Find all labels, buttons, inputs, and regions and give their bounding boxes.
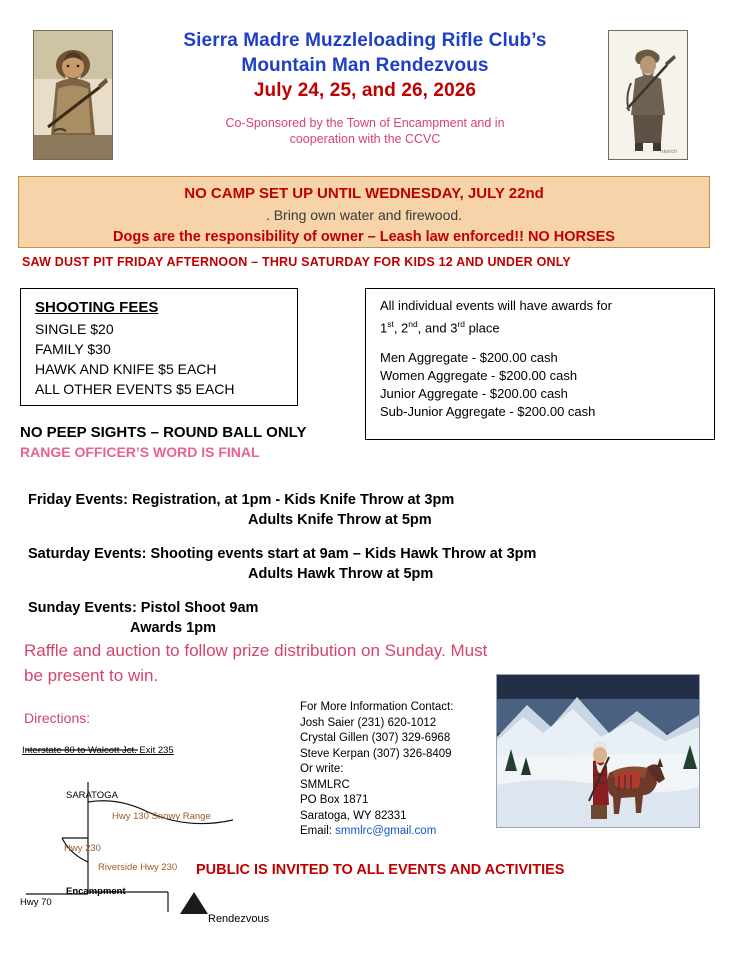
title-line-1: Sierra Madre Muzzleloading Rifle Club’s	[183, 30, 547, 51]
sunday-events-line-2: Awards 1pm	[130, 620, 216, 636]
awards-ordinal-2: , 2	[393, 320, 409, 336]
fee-item-other-events: ALL OTHER EVENTS $5 EACH	[35, 381, 235, 397]
map-label-rendezvous: Rendezvous	[208, 913, 270, 925]
awards-box	[365, 288, 715, 440]
raffle-note: Raffle and auction to follow prize distribution on Sunday. Must be present to win.	[24, 641, 488, 685]
subtitle-line-2: cooperation with the CCVC	[289, 132, 441, 146]
fee-item-hawk-knife: HAWK AND KNIFE $5 EACH	[35, 361, 217, 377]
directions-map-art	[18, 742, 308, 942]
contact-email-label: Email:	[300, 825, 336, 837]
poster-header	[0, 0, 730, 170]
map-label-hwy70: Hwy 70	[20, 897, 52, 908]
friday-events-line-2: Adults Knife Throw at 5pm	[248, 512, 432, 528]
shooting-fees-title: SHOOTING FEES	[35, 299, 159, 316]
mountain-man-sketch-art	[609, 31, 687, 159]
mountain-man-painting	[33, 30, 113, 160]
notice-line-3: Dogs are the responsibility of owner – Leash law enforced!! NO HORSES	[113, 229, 615, 245]
contact-line-steve: Steve Kerpan (307) 326-8409	[300, 747, 452, 760]
directions-map	[18, 742, 308, 942]
aggregate-sub-junior: Sub-Junior Aggregate - $200.00 cash	[380, 404, 596, 420]
awards-ordinal-2-sup: nd	[408, 319, 418, 329]
title-line-2: Mountain Man Rendezvous	[241, 55, 489, 76]
svg-text:sketch: sketch	[661, 149, 678, 155]
contact-line-or-write: Or write:	[300, 763, 344, 775]
saturday-events-line-2: Adults Hawk Throw at 5pm	[248, 566, 434, 582]
shooting-fees-box	[20, 288, 298, 406]
contact-block	[300, 700, 490, 840]
title-line-3-dates: July 24, 25, and 26, 2026	[253, 80, 477, 101]
awards-spacer	[380, 337, 714, 349]
fee-item-family: FAMILY $30	[35, 341, 111, 357]
directions-label: Directions:	[24, 710, 91, 726]
contact-email-row	[300, 824, 490, 840]
map-label-hwy230: Hwy 230	[64, 843, 101, 854]
contact-email-link[interactable]: smmlrc@gmail.com	[335, 825, 437, 837]
mountain-man-painting-art	[34, 31, 112, 159]
page-title	[140, 28, 590, 147]
sawdust-pit-note: SAW DUST PIT FRIDAY AFTERNOON – THRU SATURDAY FOR KIDS 12 AND UNDER ONLY	[22, 255, 571, 269]
map-label-hwy130-snowy-range: Hwy 130 Snowy Range	[112, 811, 211, 822]
awards-ordinal-1: 1	[380, 320, 388, 336]
mountain-man-sketch	[608, 30, 688, 160]
contact-line-po-box: PO Box 1871	[300, 794, 369, 806]
notice-line-2: . Bring own water and firewood.	[265, 207, 463, 223]
map-label-encampment: Encampment	[66, 886, 126, 897]
map-caption: Interstate 80 to Walcott Jct. Exit 235	[22, 745, 174, 756]
aggregate-men: Men Aggregate - $200.00 cash	[380, 350, 558, 366]
subtitle	[140, 115, 590, 147]
contact-line-city-state-zip: Saratoga, WY 82331	[300, 809, 407, 822]
sunday-events-line-1: Sunday Events: Pistol Shoot 9am	[28, 600, 259, 616]
contact-line-crystal: Crystal Gillen (307) 329-6968	[300, 732, 451, 744]
trapper-with-horse-winter-painting-art	[497, 675, 699, 827]
camp-setup-notice	[18, 176, 710, 248]
contact-line-org: SMMLRC	[300, 778, 350, 791]
awards-intro-line-2	[380, 315, 714, 337]
range-officer-rule: RANGE OFFICER’S WORD IS FINAL	[20, 444, 260, 460]
no-peep-sights-rule: NO PEEP SIGHTS – ROUND BALL ONLY	[20, 424, 307, 441]
awards-place-word: place	[464, 320, 500, 336]
map-label-saratoga: SARATOGA	[66, 790, 118, 801]
notice-line-1: NO CAMP SET UP UNTIL WEDNESDAY, JULY 22nd	[184, 185, 544, 202]
awards-ordinal-3-sup: rd	[457, 319, 465, 329]
map-label-riverside-hwy230: Riverside Hwy 230	[98, 862, 178, 873]
contact-heading: For More Information Contact:	[300, 701, 454, 713]
aggregate-women: Women Aggregate - $200.00 cash	[380, 368, 578, 384]
awards-intro-line-1: All individual events will have awards for	[380, 298, 612, 313]
subtitle-line-1: Co-Sponsored by the Town of Encampment and in	[225, 116, 505, 130]
trapper-with-horse-winter-painting	[496, 674, 700, 828]
awards-ordinal-3: , and 3	[417, 320, 458, 336]
public-invited-banner: PUBLIC IS INVITED TO ALL EVENTS AND ACTIVITIES	[196, 862, 565, 878]
friday-events-line-1: Friday Events: Registration, at 1pm - Kids Knife Throw at 3pm	[28, 492, 455, 508]
saturday-events-line-1: Saturday Events: Shooting events start at 9am – Kids Hawk Throw at 3pm	[28, 546, 537, 562]
fee-item-single: SINGLE $20	[35, 321, 114, 337]
aggregate-junior: Junior Aggregate - $200.00 cash	[380, 386, 568, 402]
awards-ordinal-1-sup: st	[387, 319, 394, 329]
contact-line-josh: Josh Saier (231) 620-1012	[300, 716, 437, 729]
